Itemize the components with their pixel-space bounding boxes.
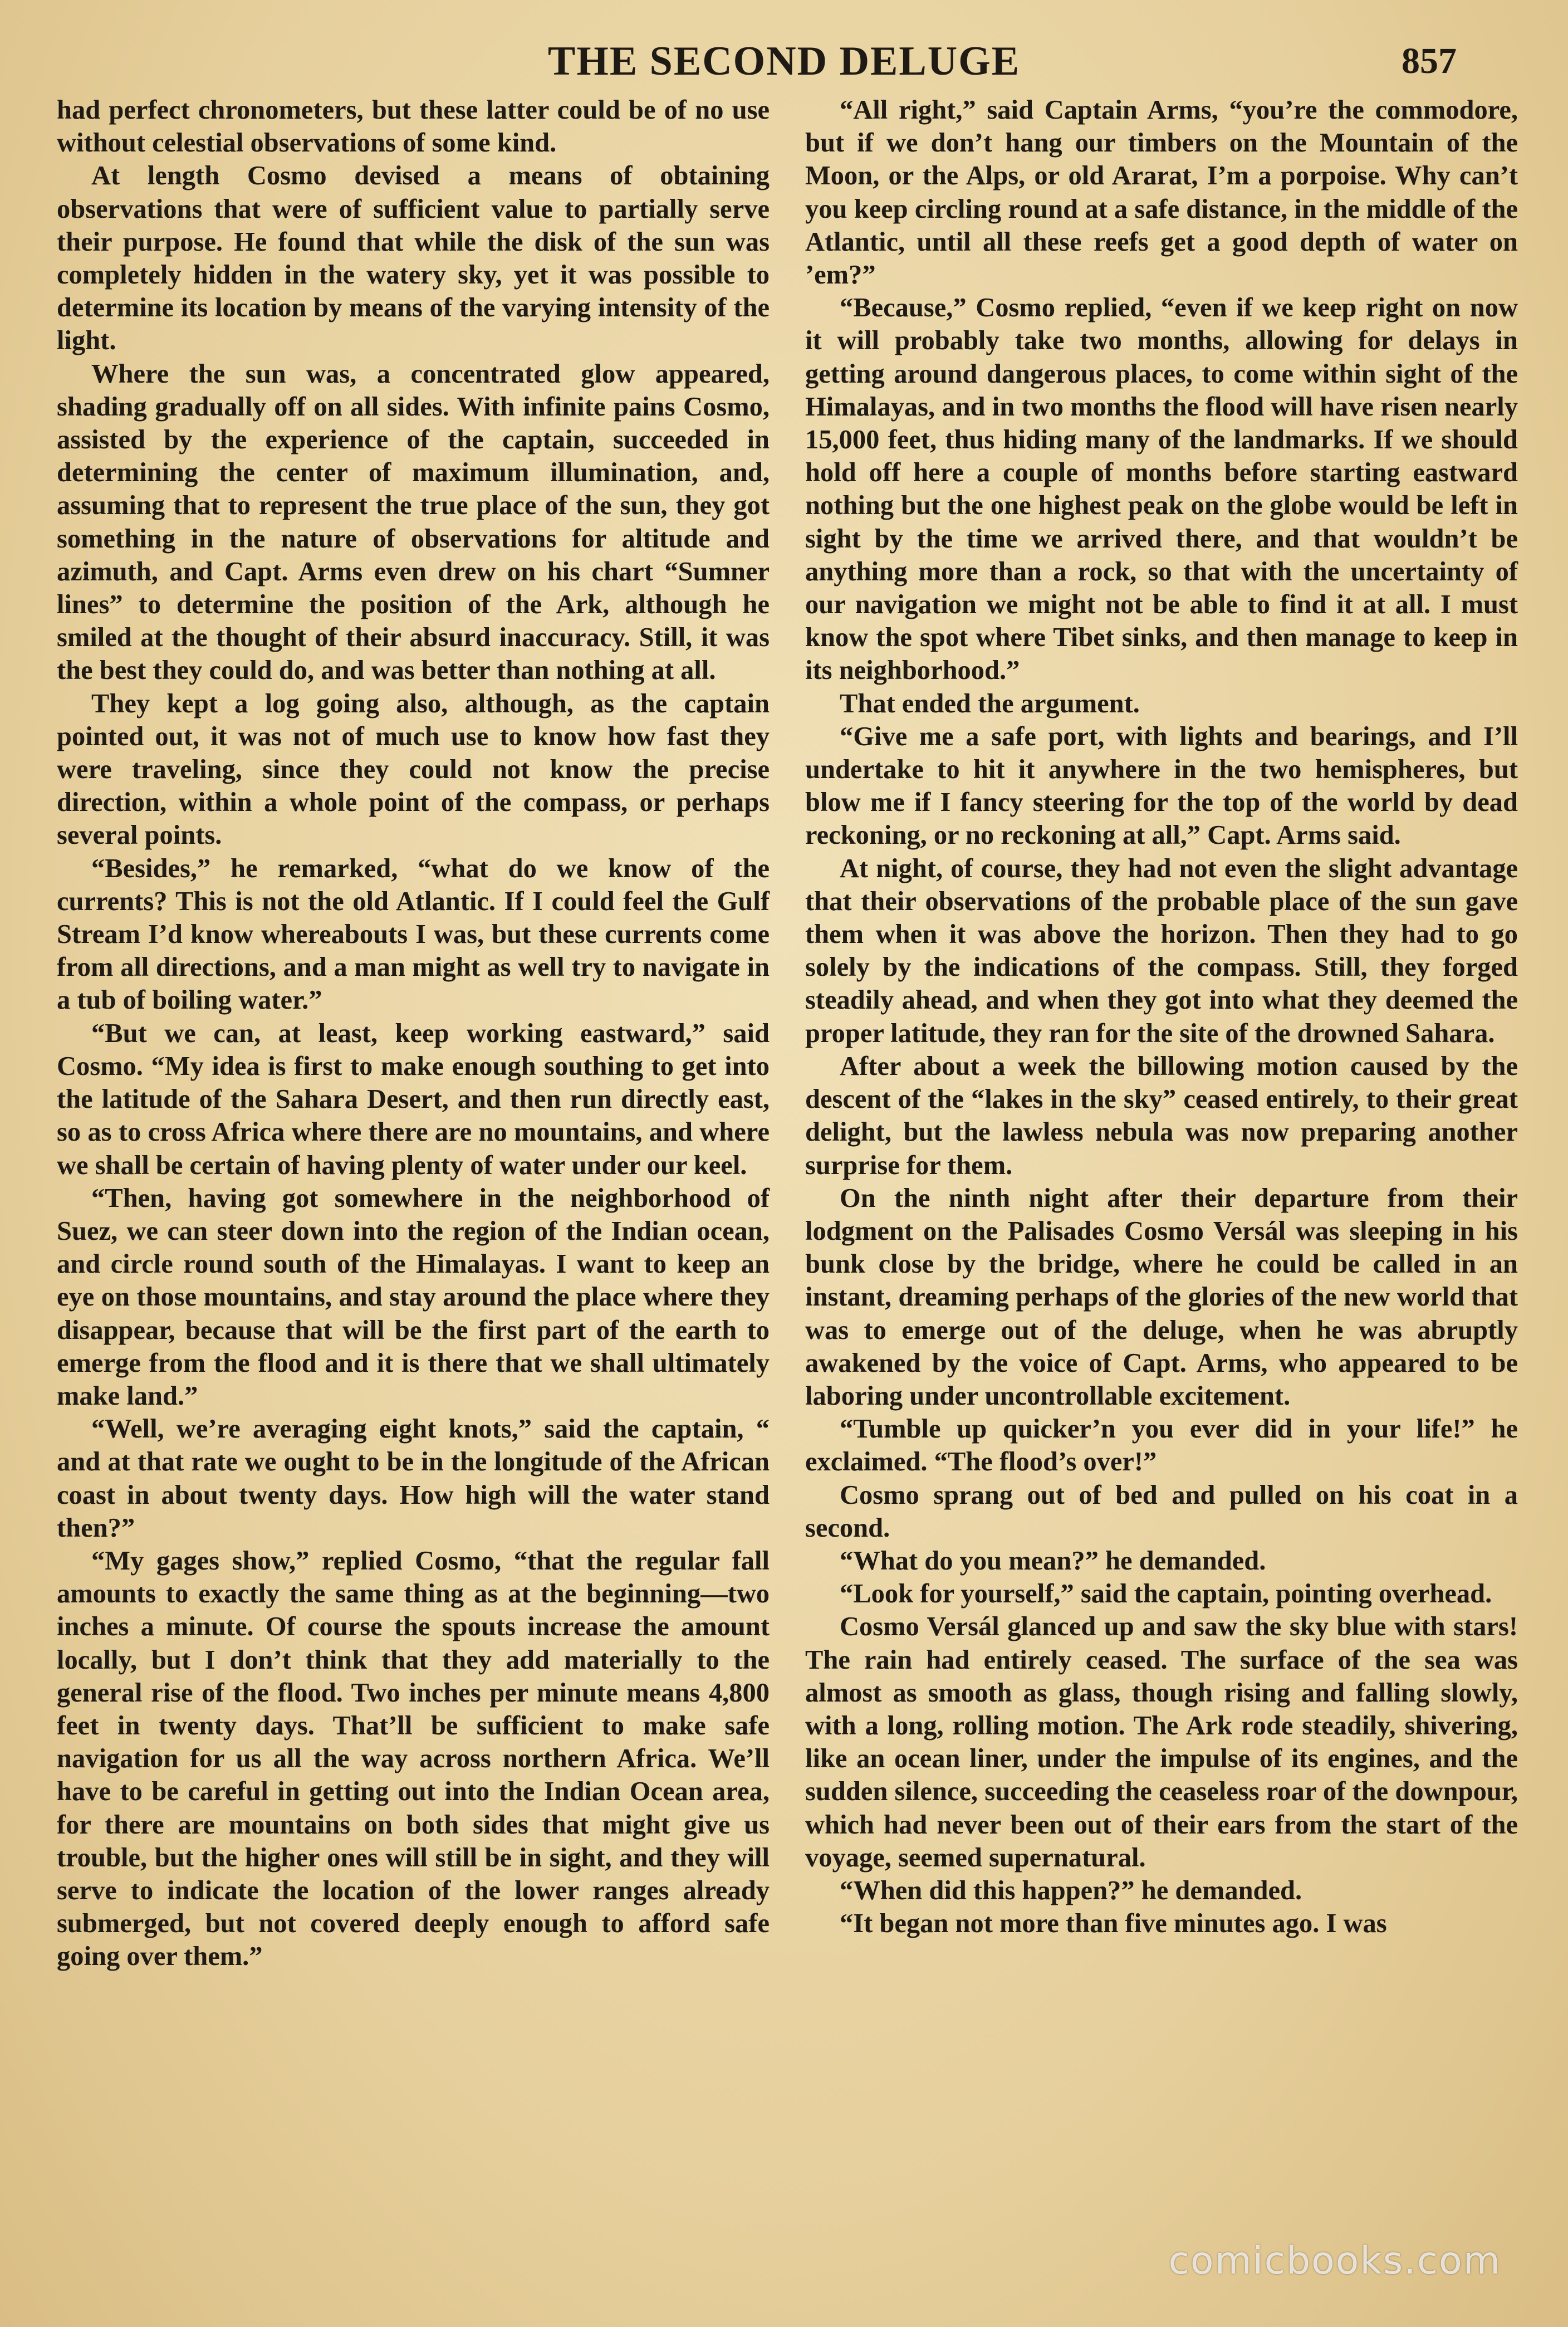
paragraph: Cosmo sprang out of bed and pulled on his coat in a second. <box>805 1480 1518 1543</box>
paragraph: On the ninth night after their departure from their lodgment on the Palisades Cosmo Versál was sleeping in his bunk close by the bridge, where he could be called in an instant, dreaming perhaps of the glories of the new world that was to emerge out of the deluge, when he was abruptly awakened by the voice of Capt. Arms, who appeared to be laboring under uncontrollable excitement. <box>805 1183 1518 1411</box>
paragraph: “Besides,” he remarked, “what do we know of the currents? This is not the old Atlantic. If I could feel the Gulf Stream I’d know whereabouts I was, but these currents come from all directions, and a man might as well try to navigate in a tub of boiling water.” <box>57 853 770 1015</box>
paragraph: At night, of course, they had not even the slight advantage that their observations of the probable place of the sun gave them when it was above the horizon. Then they had to go solely by the indications of the compass. Still, they forged steadily ahead, and when they got into what they deemed the proper latitude, they ran for the site of the drowned Sahara. <box>805 853 1518 1048</box>
paragraph: That ended the argument. <box>840 688 1140 718</box>
paragraph: “Give me a safe port, with lights and bearings, and I’ll undertake to hit it anywhere in the two hemispheres, but blow me if I fancy steering for the top of the world by dead reckoning, or no reckoning at all,” Capt. Arms said. <box>805 721 1518 850</box>
paragraph: Where the sun was, a concentrated glow appeared, shading gradually off on all sides. With infinite pains Cosmo, assisted by the experience of the captain, succeeded in determining the center of maximum illumination, and, assuming that to represent the true place of the sun, they got something in the nature of observations for altitude and azimuth, and Capt. Arms even drew on his chart “Sumner lines” to determine the position of the Ark, although he smiled at the thought of their absurd inaccuracy. Still, it was the best they could do, and was better than nothing at all. <box>57 359 770 686</box>
page-header <box>56 33 1512 89</box>
paragraph: After about a week the billowing motion caused by the descent of the “lakes in the sky” ceased entirely, to their great delight, but the lawless nebula was now preparing another surprise for them. <box>805 1051 1518 1180</box>
page-number: 857 <box>1402 41 1457 81</box>
paragraph: “What do you mean?” he demanded. <box>840 1546 1266 1576</box>
paragraph: “But we can, at least, keep working eastward,” said Cosmo. “My idea is first to make enough southing to get into the latitude of the Sahara Desert, and then run directly east, so as to cross Africa where there are no mountains, and where we shall be certain of having plenty of water under our keel. <box>57 1018 770 1180</box>
paragraph: “Look for yourself,” said the captain, pointing overhead. <box>840 1579 1492 1609</box>
right-column <box>805 94 1518 1940</box>
paragraph: Cosmo Versál glanced up and saw the sky blue with stars! The rain had entirely ceased. The surface of the sea was almost as smooth as glass, though rising and falling slowly, with a long, rolling motion. The Ark rode steadily, shivering, like an ocean liner, under the impulse of its engines, and the sudden silence, succeeding the ceaseless roar of the downpour, which had never been out of their ears from the start of the voyage, seemed supernatural. <box>805 1612 1518 1873</box>
paragraph: “All right,” said Captain Arms, “you’re the commodore, but if we don’t hang our timbers on the Mountain of the Moon, or the Alps, or old Ararat, I’m a porpoise. Why can’t you keep circling round at a safe distance, in the middle of the Atlantic, until all these reefs get a good depth of water on ’em?” <box>805 95 1518 290</box>
paragraph: “It began not more than five minutes ago. I was <box>840 1909 1387 1939</box>
running-title: THE SECOND DELUGE <box>547 38 1021 84</box>
paragraph: “Tumble up quicker’n you ever did in your life!” he exclaimed. “The flood’s over!” <box>805 1414 1518 1477</box>
paragraph: They kept a log going also, although, as the captain pointed out, it was not of much use to know how fast they were traveling, since they could not know the precise direction, within a whole point of the compass, or perhaps several points. <box>57 688 770 850</box>
paragraph: “When did this happen?” he demanded. <box>840 1875 1302 1905</box>
paragraph: “My gages show,” replied Cosmo, “that the regular fall amounts to exactly the same thing as at the beginning—two inches a minute. Of course the spouts increase the amount locally, but I don’t think that they add materially to the general rise of the flood. Two inches per minute means 4,800 feet in twenty days. That’ll be sufficient to make safe navigation for us all the way across northern Africa. We’ll have to be careful in getting out into the Indian Ocean area, for there are mountains on both sides that might give us trouble, but the higher ones will still be in sight, and they will serve to indicate the location of the lower ranges already submerged, but not covered deeply enough to afford safe going over them.” <box>57 1546 770 1972</box>
paragraph: “Well, we’re averaging eight knots,” said the captain, “ and at that rate we ought to be in the longitude of the African coast in about twenty days. How high will the water stand then?” <box>57 1414 770 1543</box>
left-column <box>57 94 770 1973</box>
paragraph: had perfect chronometers, but these latter could be of no use without celestial observations of some kind. <box>57 95 770 158</box>
paragraph: At length Cosmo devised a means of obtaining observations that were of sufficient value to partially serve their purpose. He found that while the disk of the sun was completely hidden in the watery sky, yet it was possible to determine its location by means of the varying intensity of the light. <box>57 161 770 356</box>
paragraph: “Because,” Cosmo replied, “even if we keep right on now it will probably take two months, allowing for delays in getting around dangerous places, to come within sight of the Himalayas, and in two months the flood will have risen nearly 15,000 feet, thus hiding many of the landmarks. If we should hold off here a couple of months before starting eastward nothing but the one highest peak on the globe would be left in sight by the time we arrived there, and that wouldn’t be anything more than a rock, so that with the uncertainty of our navigation we might not be able to find it at all. I must know the spot where Tibet sinks, and then manage to keep in its neighborhood.” <box>805 293 1518 686</box>
paragraph: “Then, having got somewhere in the neighborhood of Suez, we can steer down into the region of the Indian ocean, and circle round south of the Himalayas. I want to keep an eye on those mountains, and stay around the place where they disappear, because that will be the first part of the earth to emerge from the flood and it is there that we shall ultimately make land.” <box>57 1183 770 1411</box>
watermark: comicbooks.com <box>1168 2239 1501 2283</box>
